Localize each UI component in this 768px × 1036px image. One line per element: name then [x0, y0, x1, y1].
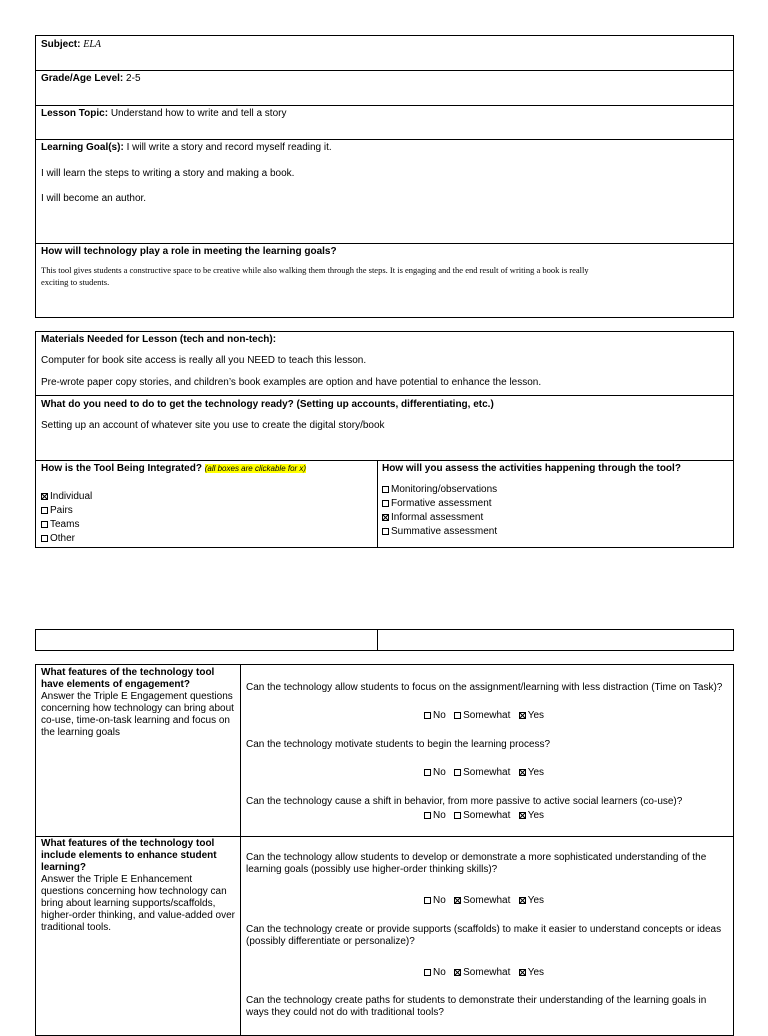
integration-note: (all boxes are clickable for x)	[204, 464, 307, 473]
enhancement-title: What features of the technology tool include elements to enhance student learning?	[41, 838, 217, 873]
integration-header	[41, 463, 306, 474]
enhancement-desc: Answer the Triple E Enhancement questions concerning how technology can bring about learning supports/scaffolds, higher-order thinking, and value-added over traditional tools.	[41, 874, 236, 933]
enhancement-q3: Can the technology create paths for students to demonstrate their understanding of the learning goals in ways they could not do with traditional tools?	[246, 995, 707, 1018]
checkbox-checked-icon[interactable]	[519, 812, 526, 819]
tech-role-text-1: This tool gives students a constructive space to be creative while also walking them through the steps. It is engaging and the end result of writing a book is really	[41, 265, 589, 275]
goals-label: Learning Goal(s):	[41, 142, 124, 153]
checkbox-icon[interactable]	[382, 500, 389, 507]
topic-row	[41, 108, 286, 119]
engagement-desc: Answer the Triple E Engagement questions concerning how technology can bring about co-use, time-on-task learning and focus on the learning goals	[41, 691, 234, 738]
checkbox-icon[interactable]	[424, 769, 431, 776]
checkbox-checked-icon[interactable]	[519, 712, 526, 719]
integration-option-other[interactable]: Other	[41, 533, 75, 544]
checkbox-icon[interactable]	[41, 521, 48, 528]
checkbox-checked-icon[interactable]	[454, 969, 461, 976]
enhancement-q2-choices[interactable]: No Somewhat Yes	[424, 967, 544, 978]
goal-3: I will become an author.	[41, 193, 147, 204]
engagement-q1-choices[interactable]: No Somewhat Yes	[424, 710, 544, 721]
enhancement-q1: Can the technology allow students to develop or demonstrate a more sophisticated understanding of the learning goals (possibly use higher-order thinking skills)?	[246, 852, 707, 875]
engagement-q2: Can the technology motivate students to begin the learning process?	[246, 739, 551, 750]
checkbox-checked-icon[interactable]	[519, 769, 526, 776]
enhancement-prompt	[41, 838, 237, 934]
subject-row	[41, 39, 101, 50]
assessment-label: How will you assess the activities happening through the tool?	[382, 463, 681, 474]
engagement-q2-choices[interactable]: No Somewhat Yes	[424, 767, 544, 778]
checkbox-icon[interactable]	[41, 507, 48, 514]
subject-value: ELA	[83, 39, 102, 50]
engagement-title-1: What features of the technology tool	[41, 667, 215, 678]
checkbox-icon[interactable]	[382, 528, 389, 535]
engagement-prompt	[41, 667, 237, 739]
tech-ready-label: What do you need to do to get the technology ready? (Setting up accounts, differentiating, etc.)	[41, 399, 494, 410]
tech-ready-text: Setting up an account of whatever site you use to create the digital story/book	[41, 420, 385, 431]
checkbox-icon[interactable]	[424, 712, 431, 719]
enhancement-q2: Can the technology create or provide supports (scaffolds) to make it easier to understand concepts or ideas (possibly differentiate or personalize)?	[246, 924, 722, 947]
checkbox-checked-icon[interactable]	[454, 897, 461, 904]
materials-table	[35, 331, 734, 548]
assessment-option-formative[interactable]: Formative assessment	[382, 498, 492, 509]
assessment-option-summative[interactable]: Summative assessment	[382, 526, 497, 537]
checkbox-icon[interactable]	[41, 535, 48, 542]
topic-value: Understand how to write and tell a story	[110, 108, 287, 119]
integration-option-pairs[interactable]: Pairs	[41, 505, 73, 516]
engagement-q1: Can the technology allow students to focus on the assignment/learning with less distraction (Time on Task)?	[246, 682, 723, 693]
checkbox-icon[interactable]	[424, 812, 431, 819]
materials-line-2: Pre-wrote paper copy stories, and children’s book examples are option and have potential to enhance the lesson.	[41, 377, 542, 388]
integration-label: How is the Tool Being Integrated?	[41, 463, 202, 474]
tech-role-label: How will technology play a role in meeting the learning goals?	[41, 246, 337, 257]
assessment-option-informal[interactable]: Informal assessment	[382, 512, 483, 523]
grade-value: 2-5	[126, 73, 141, 84]
engagement-q3-choices[interactable]: No Somewhat Yes	[424, 810, 544, 821]
checkbox-icon[interactable]	[424, 897, 431, 904]
empty-table	[35, 629, 734, 651]
materials-label: Materials Needed for Lesson (tech and non-tech):	[41, 334, 277, 345]
checkbox-checked-icon[interactable]	[382, 514, 389, 521]
tech-role-text-2: exciting to students.	[41, 277, 110, 287]
goal-2: I will learn the steps to writing a story and making a book.	[41, 168, 295, 179]
engagement-title-2: have elements of engagement?	[41, 679, 190, 690]
assessment-option-monitoring[interactable]: Monitoring/observations	[382, 484, 497, 495]
lesson-info-table	[35, 35, 734, 318]
subject-label: Subject:	[41, 39, 81, 50]
triple-e-table	[35, 664, 734, 1036]
materials-line-1: Computer for book site access is really all you NEED to teach this lesson.	[41, 355, 367, 366]
enhancement-q1-choices[interactable]: No Somewhat Yes	[424, 895, 544, 906]
goal-1: I will write a story and record myself reading it.	[126, 142, 332, 153]
grade-row	[41, 73, 141, 84]
checkbox-checked-icon[interactable]	[519, 897, 526, 904]
engagement-q3: Can the technology cause a shift in behavior, from more passive to active social learners (co-use)?	[246, 796, 683, 807]
checkbox-icon[interactable]	[454, 712, 461, 719]
checkbox-checked-icon[interactable]	[519, 969, 526, 976]
topic-label: Lesson Topic:	[41, 108, 109, 119]
integration-option-individual[interactable]: Individual	[41, 491, 92, 502]
checkbox-checked-icon[interactable]	[41, 493, 48, 500]
checkbox-icon[interactable]	[424, 969, 431, 976]
goals-row	[41, 142, 332, 153]
checkbox-icon[interactable]	[454, 769, 461, 776]
integration-option-teams[interactable]: Teams	[41, 519, 79, 530]
checkbox-icon[interactable]	[382, 486, 389, 493]
grade-label: Grade/Age Level:	[41, 73, 124, 84]
checkbox-icon[interactable]	[454, 812, 461, 819]
